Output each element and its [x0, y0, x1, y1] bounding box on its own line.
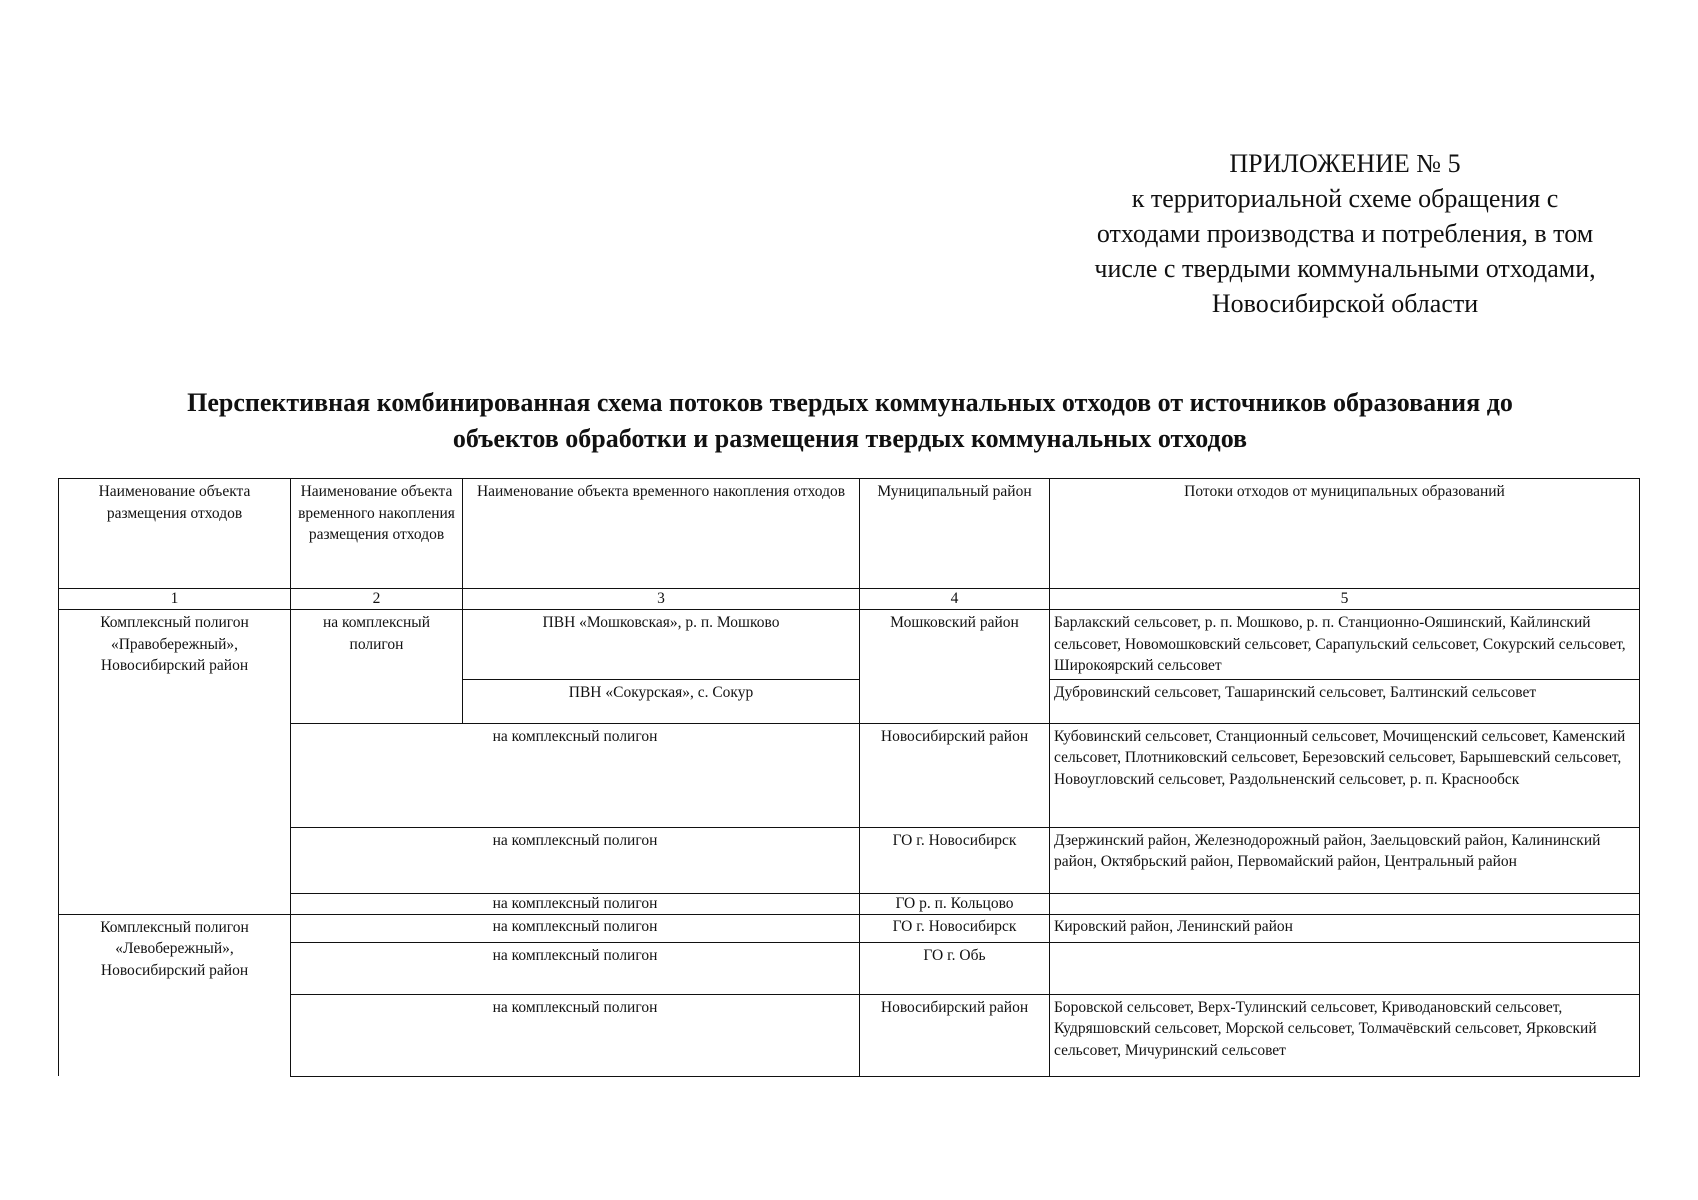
appendix-line: к территориальной схеме обращения с — [1131, 184, 1559, 213]
temp-storage-cell: на комплексный полигон — [291, 610, 463, 724]
storage-object-cell: ПВН «Сокурская», с. Сокур — [463, 679, 860, 723]
district-cell: Новосибирский район — [860, 723, 1050, 827]
storage-object-cell: на комплексный полигон — [291, 723, 860, 827]
table-row — [59, 610, 1640, 680]
table-row — [59, 827, 1640, 893]
header-cell: Наименование объекта временного накопления размещения отходов — [291, 479, 463, 589]
header-cell: Наименование объекта временного накопления отходов — [463, 479, 860, 589]
column-number: 4 — [860, 589, 1050, 610]
header-cell: Наименование объекта размещения отходов — [59, 479, 291, 589]
appendix-line: ПРИЛОЖЕНИЕ № 5 — [1229, 149, 1461, 178]
appendix-line: Новосибирской области — [1211, 289, 1479, 318]
flow-cell — [1050, 893, 1640, 914]
column-number: 2 — [291, 589, 463, 610]
table-row — [59, 893, 1640, 914]
storage-object-cell: на комплексный полигон — [291, 827, 860, 893]
table-row — [59, 942, 1640, 994]
facility-cell: Комплексный полигон «Правобережный», Новосибирский район — [59, 610, 291, 915]
table-row — [59, 914, 1640, 942]
table-row — [59, 723, 1640, 827]
document-title — [60, 385, 1640, 457]
storage-object-cell: на комплексный полигон — [291, 893, 860, 914]
column-number: 5 — [1050, 589, 1640, 610]
waste-flow-table-wrapper — [58, 478, 1640, 1077]
flow-cell: Дзержинский район, Железнодорожный район, Заельцовский район, Калининский район, Октябрьский район, Первомайский район, Центральный район — [1050, 827, 1640, 893]
flow-cell: Барлакский сельсовет, р. п. Мошково, р. п. Станционно-Ояшинский, Кайлинский сельсовет, Новомошковский сельсовет, Сарапульский сельсовет, Сокурский сельсовет, Широкоярский сельсовет — [1050, 610, 1640, 680]
appendix-header — [1040, 146, 1650, 321]
appendix-line: числе с твердыми коммунальными отходами, — [1094, 254, 1596, 283]
column-number: 3 — [463, 589, 860, 610]
district-cell: ГО р. п. Кольцово — [860, 893, 1050, 914]
header-cell: Потоки отходов от муниципальных образований — [1050, 479, 1640, 589]
header-cell: Муниципальный район — [860, 479, 1050, 589]
column-number: 1 — [59, 589, 291, 610]
column-number-row — [59, 589, 1640, 610]
flow-cell: Дубровинский сельсовет, Ташаринский сельсовет, Балтинский сельсовет — [1050, 679, 1640, 723]
flow-cell: Кировский район, Ленинский район — [1050, 914, 1640, 942]
flow-cell — [1050, 942, 1640, 994]
district-cell: Мошковский район — [860, 610, 1050, 724]
storage-object-cell: на комплексный полигон — [291, 994, 860, 1076]
district-cell: ГО г. Новосибирск — [860, 914, 1050, 942]
flow-cell: Боровской сельсовет, Верх-Тулинский сельсовет, Криводановский сельсовет, Кудряшовский сельсовет, Морской сельсовет, Толмачёвский сельсовет, Ярковский сельсовет, Мичуринский сельсовет — [1050, 994, 1640, 1076]
header-row — [59, 479, 1640, 589]
district-cell: Новосибирский район — [860, 994, 1050, 1076]
district-cell: ГО г. Обь — [860, 942, 1050, 994]
appendix-line: отходами производства и потребления, в том — [1096, 219, 1594, 248]
facility-cell: Комплексный полигон «Левобережный», Новосибирский район — [59, 914, 291, 1076]
storage-object-cell: на комплексный полигон — [291, 914, 860, 942]
district-cell: ГО г. Новосибирск — [860, 827, 1050, 893]
table-row — [59, 994, 1640, 1076]
title-line-2: объектов обработки и размещения твердых коммунальных отходов — [452, 424, 1248, 453]
flow-cell: Кубовинский сельсовет, Станционный сельсовет, Мочищенский сельсовет, Каменский сельсовет, Плотниковский сельсовет, Березовский сельсовет, Барышевский сельсовет, Новоугловский сельсовет, Раздольненский сельсовет, р. п. Краснообск — [1050, 723, 1640, 827]
waste-flow-table — [58, 478, 1640, 1077]
title-line-1: Перспективная комбинированная схема потоков твердых коммунальных отходов от источников образования до — [187, 388, 1513, 417]
storage-object-cell: на комплексный полигон — [291, 942, 860, 994]
storage-object-cell: ПВН «Мошковская», р. п. Мошково — [463, 610, 860, 680]
